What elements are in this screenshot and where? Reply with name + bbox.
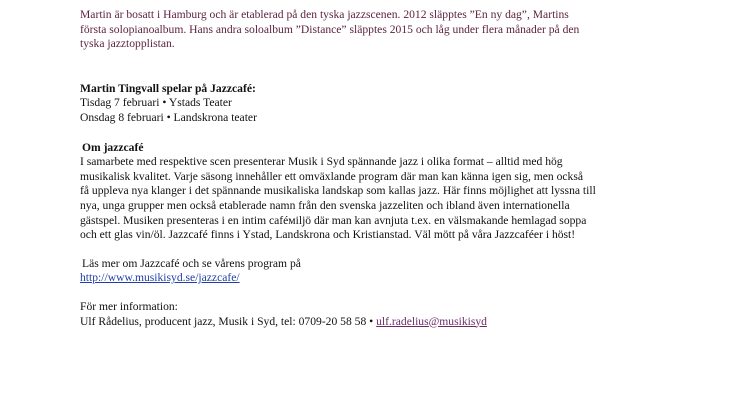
- email-link[interactable]: ulf.radelius@musikisyd: [376, 314, 487, 328]
- intro-line: tyska jazztopplistan.: [80, 37, 175, 51]
- contact-heading: För mer information:: [80, 299, 178, 313]
- jazzcafe-link[interactable]: http://www.musikisyd.se/jazzcafe/: [80, 271, 240, 285]
- concerts-heading: Martin Tingvall spelar på Jazzcafé:: [80, 81, 256, 95]
- concert-date: Tisdag 7 februari • Ystads Teater: [80, 96, 232, 110]
- about-line: gästspel. Musiken presenteras i en intim caféмiljö där man kan avnjuta t.ex. en välsmakande hemlagad soppa: [80, 213, 587, 227]
- about-line: musikalisk kvalitet. Varje säsong innehåller ett omväxlande program där man kan känna igen sig, men också: [80, 169, 584, 183]
- about-line: och ett glas vin/öl. Jazzcafé finns i Ystad, Landskrona och Kristianstad. Väl mött på våra Jazzcaféer i höst!: [80, 228, 576, 242]
- concert-date: Onsdag 8 februari • Landskrona teater: [80, 110, 257, 124]
- about-heading: Om jazzcafé: [82, 140, 144, 154]
- about-section: [80, 141, 720, 243]
- readmore-section: [80, 257, 720, 286]
- about-line: få uppleva nya klanger i det spännande musikaliska landskap som kallas jazz. Här finns möjlighet att lyssna till: [80, 184, 596, 198]
- document-page: [80, 8, 720, 329]
- contact-section: [80, 300, 720, 329]
- contact-line: [80, 315, 720, 330]
- readmore-text: Läs mer om Jazzcafé och se vårens program på: [82, 256, 301, 270]
- concerts-section: [80, 82, 720, 126]
- about-line: I samarbete med respektive scen presenterar Musik i Syd spännande jazz i olika format – alltid med hög: [80, 155, 563, 169]
- contact-text: Ulf Rådelius, producent jazz, Musik i Syd, tel: 0709-20 58 58 •: [80, 314, 377, 328]
- intro-line: första solopianoalbum. Hans andra soloalbum ”Distance” släpptes 2015 och låg under flera månader på den: [80, 22, 580, 36]
- intro-paragraph: [80, 8, 720, 52]
- about-line: nya, unga grupper men också etablerade namn från den svenska jazzeliten och ibland även internationella: [80, 198, 570, 212]
- intro-line: Martin är bosatt i Hamburg och är etablerad på den tyska jazzscenen. 2012 släpptes ”En ny dag”, Martins: [80, 8, 569, 21]
